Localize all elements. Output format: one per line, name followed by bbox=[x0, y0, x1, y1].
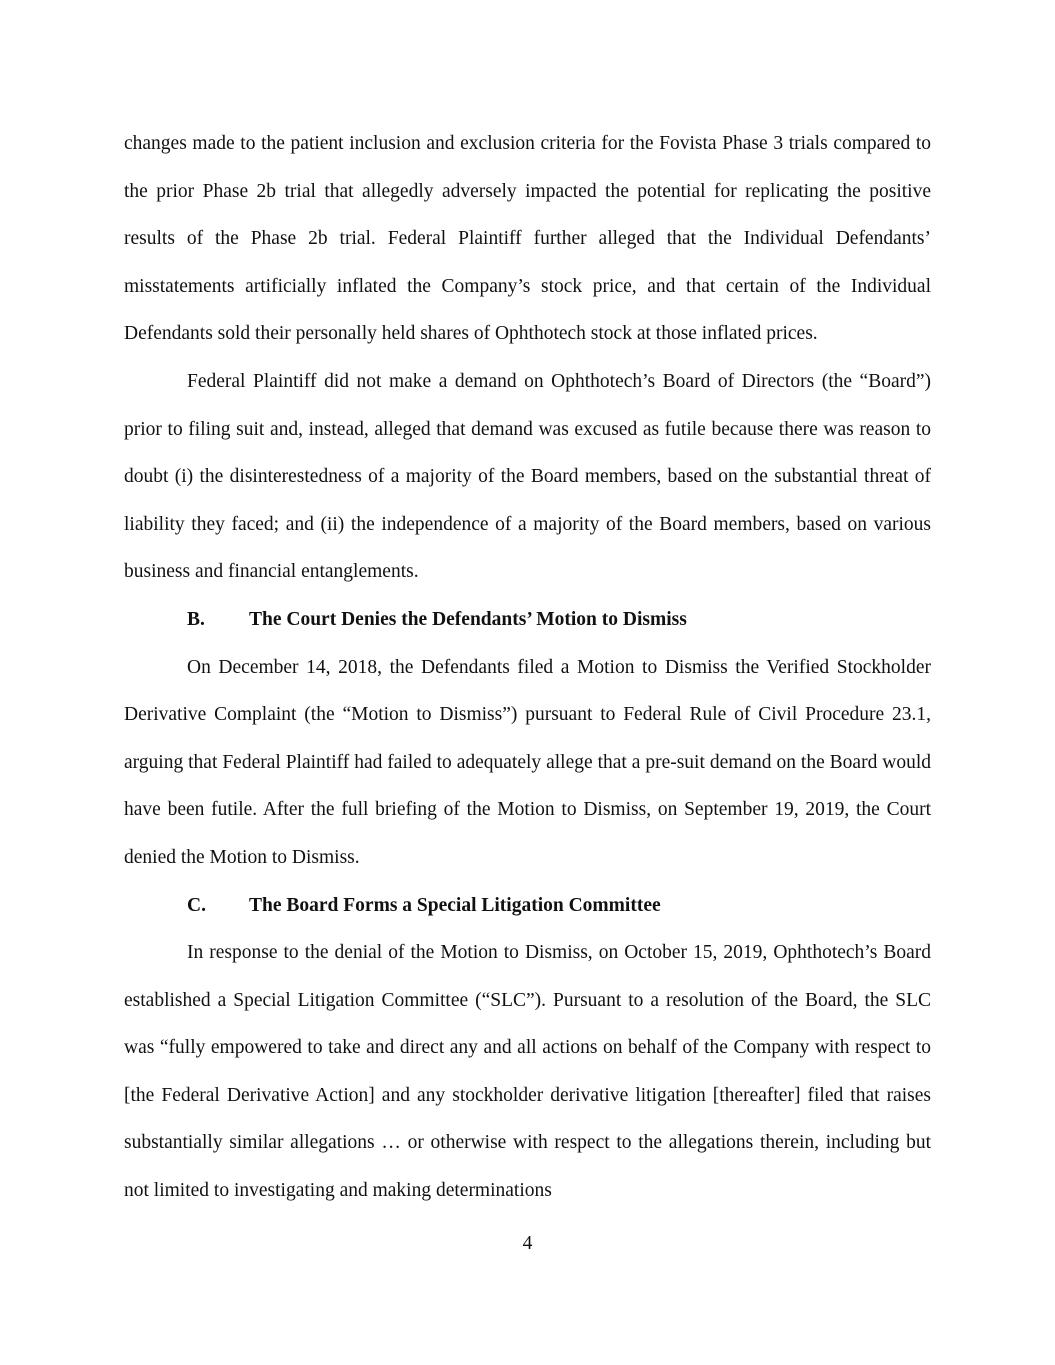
paragraph-special-litigation-committee: In response to the denial of the Motion to Dismiss, on October 15, 2019, Ophthotech’s Board established a Special Litigation Committee (“SLC”). Pursuant to a resolution of the Board, the SLC was “fully empowered to take and direct any and all actions on behalf of the Company with respect to [the Federal Derivative Action] and any stockholder derivative litigation [thereafter] filed that raises substantially similar allegations … or otherwise with respect to the allegations therein, including but not limited to investigating and making determinations bbox=[124, 942, 931, 1202]
paragraph-continuation: changes made to the patient inclusion and exclusion criteria for the Fovista Phase 3 trials compared to the prior Phase 2b trial that allegedly adversely impacted the potential for replicating the positive results of the Phase 2b trial. Federal Plaintiff further alleged that the Individual Defendants’ misstatements artificially inflated the Company’s stock price, and that certain of the Individual Defendants sold their personally held shares of Ophthotech stock at those inflated prices. bbox=[124, 133, 931, 345]
section-heading-c bbox=[124, 882, 931, 930]
section-letter-b: B. bbox=[187, 608, 205, 630]
section-title-c: The Board Forms a Special Litigation Committee bbox=[249, 894, 661, 916]
section-letter-c: C. bbox=[187, 894, 206, 916]
page-number: 4 bbox=[522, 1233, 533, 1254]
section-title-b: The Court Denies the Defendants’ Motion to Dismiss bbox=[249, 608, 687, 630]
paragraph-demand-futility: Federal Plaintiff did not make a demand on Ophthotech’s Board of Directors (the “Board”) prior to filing suit and, instead, alleged that demand was excused as futile because there was reason to doubt (i) the disinterestedness of a majority of the Board members, based on the substantial threat of liability they faced; and (ii) the independence of a majority of the Board members, based on various business and financial entanglements. bbox=[124, 370, 931, 583]
document-body bbox=[124, 120, 931, 1215]
section-heading-b bbox=[124, 596, 931, 644]
paragraph-motion-to-dismiss: On December 14, 2018, the Defendants filed a Motion to Dismiss the Verified Stockholder Derivative Complaint (the “Motion to Dismiss”) pursuant to Federal Rule of Civil Procedure 23.1, arguing that Federal Plaintiff had failed to adequately allege that a pre-suit demand on the Board would have been futile. After the full briefing of the Motion to Dismiss, on September 19, 2019, the Court denied the Motion to Dismiss. bbox=[124, 656, 931, 868]
